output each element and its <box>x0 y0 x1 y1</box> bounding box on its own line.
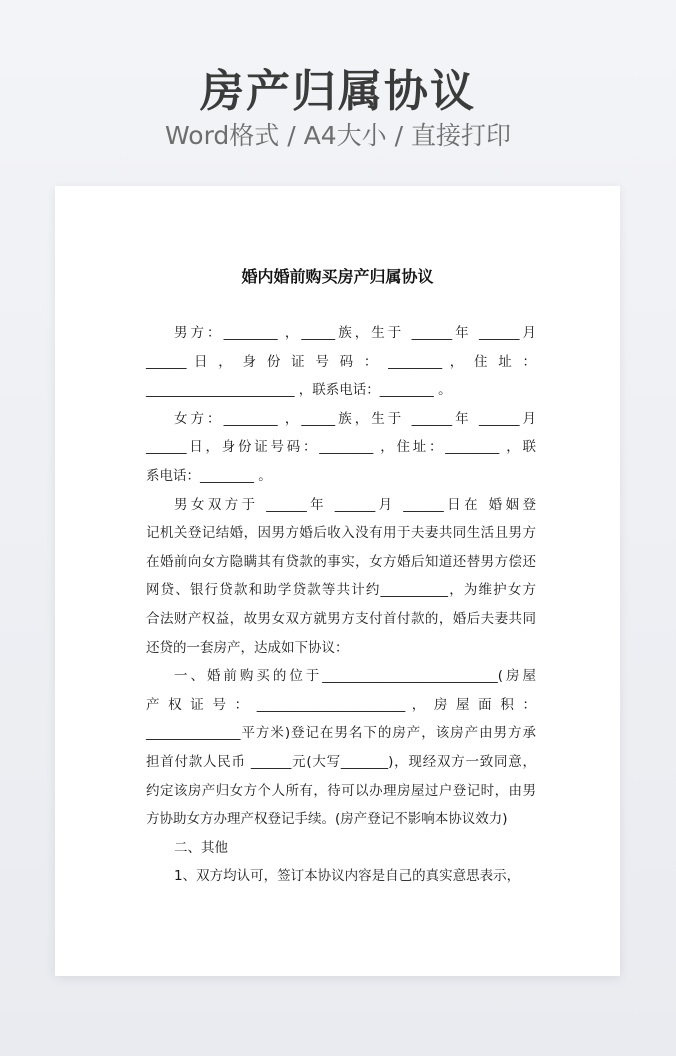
page-title: 房产归属协议 <box>200 66 476 117</box>
doc-line: 男方：________ ，_____族，生于 ______年 ______月 <box>174 325 536 341</box>
doc-line: ______________平方米)登记在男名下的房产，该房产由男方承 <box>146 725 536 742</box>
doc-line: 男女双方于 ______年 ______月 ______日在 婚姻登 <box>174 496 536 513</box>
doc-line: 一、婚前购买的位于__________________________(房屋 <box>174 668 536 685</box>
document-page <box>55 186 620 976</box>
doc-line: 女方：________ ，_____族，生于 ______年 ______月 <box>174 410 536 427</box>
document-body <box>146 319 536 891</box>
doc-line: 在婚前向女方隐瞒其有贷款的事实，女方婚后知道还替男方偿还 <box>146 553 536 570</box>
section-heading: 二、其他 <box>174 839 228 856</box>
doc-line: 方协助女方办理产权登记手续。(房产登记不影响本协议效力) <box>146 811 508 828</box>
doc-line: 还贷的一套房产，达成如下协议： <box>146 639 349 656</box>
doc-line: 系电话：________ 。 <box>146 467 272 484</box>
document-title: 婚内婚前购买房产归属协议 <box>241 267 434 286</box>
doc-line: 产 权 证 号 ： ______________________ ， 房 屋 面 积 ： <box>146 696 536 713</box>
doc-line: ______________________ ，联系电话：________ 。 <box>146 382 452 399</box>
doc-line: 1、双方均认可，签订本协议内容是自己的真实意思表示， <box>174 868 521 885</box>
doc-line: 记机关登记结婚，因男方婚后收入没有用于夫妻共同生活且男方 <box>146 525 536 542</box>
doc-line: ______ 日 ， 身 份 证 号 码 ： ________ ， 住 址 ： <box>146 353 536 370</box>
doc-line: 担首付款人民币 ______元(大写_______)，现经双方一致同意， <box>146 753 536 770</box>
page-subtitle: Word格式 / A4大小 / 直接打印 <box>165 121 511 150</box>
doc-line: ______日，身份证号码：________ ，住址：________ ，联 <box>146 439 536 456</box>
doc-line: 网贷、银行贷款和助学贷款等共计约__________，为维护女方 <box>146 582 536 599</box>
doc-line: 合法财产权益，故男女双方就男方支付首付款的，婚后夫妻共同 <box>146 610 536 627</box>
doc-line: 约定该房产归女方个人所有，待可以办理房屋过户登记时，由男 <box>146 782 536 799</box>
